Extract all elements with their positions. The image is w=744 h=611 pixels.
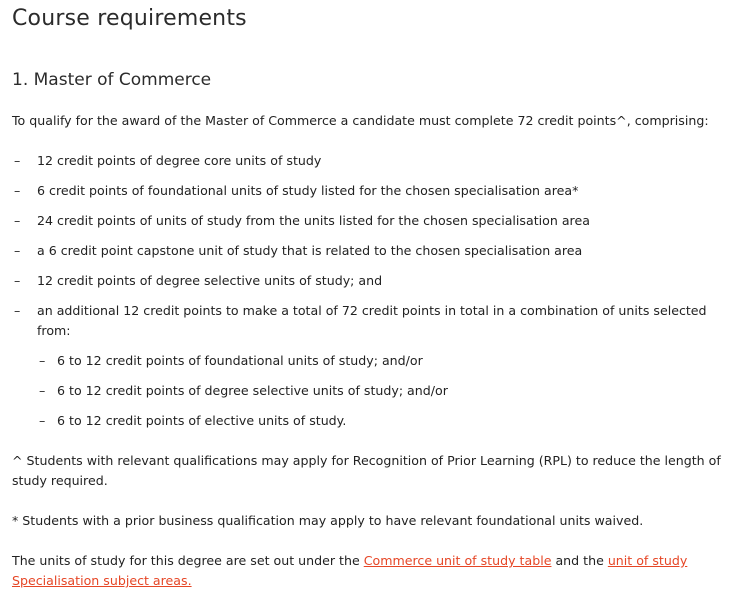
sub-list-item-text: 6 to 12 credit points of elective units of study. [57,413,347,428]
sub-requirements-list [37,351,724,431]
units-of-study-paragraph [12,551,724,591]
requirements-list [12,151,724,441]
business-qualification-note: * Students with a prior business qualification may apply to have relevant foundational units waived. [12,513,644,528]
sub-list-item [37,381,724,401]
list-item [12,211,724,231]
dash-bullet: – [14,183,21,198]
commerce-unit-table-link[interactable]: Commerce unit of study table [363,553,552,568]
list-item-text: 6 credit points of foundational units of study listed for the chosen specialisation area* [37,183,579,198]
page-title: Course requirements [12,6,247,31]
section-title: 1. Master of Commerce [12,70,212,90]
list-item-text: 12 credit points of degree core units of study [37,153,322,168]
intro-paragraph: To qualify for the award of the Master of Commerce a candidate must complete 72 credit points^, comprising: [12,113,709,128]
list-item-text: 12 credit points of degree selective units of study; and [37,273,383,288]
specialisation-areas-link[interactable]: unit of study Specialisation subject areas. [12,553,688,588]
tail-text-middle: and the [551,553,608,568]
sub-list-item [37,411,724,431]
list-item [12,301,724,431]
sub-list-item-text: 6 to 12 credit points of degree selective units of study; and/or [57,383,448,398]
list-item [12,271,724,291]
dash-bullet: – [39,383,46,398]
list-item [12,241,724,261]
dash-bullet: – [39,353,46,368]
dash-bullet: – [39,413,46,428]
dash-bullet: – [14,303,21,318]
tail-text-before: The units of study for this degree are set out under the [12,553,364,568]
rpl-note: ^ Students with relevant qualifications may apply for Recognition of Prior Learning (RPL) to reduce the length of study required. [12,453,721,488]
list-item [12,151,724,171]
sub-list-item-text: 6 to 12 credit points of foundational units of study; and/or [57,353,423,368]
dash-bullet: – [14,243,21,258]
list-item-text: an additional 12 credit points to make a total of 72 credit points in total in a combination of units selected from: [37,303,707,338]
dash-bullet: – [14,273,21,288]
list-item-text: a 6 credit point capstone unit of study that is related to the chosen specialisation area [37,243,583,258]
sub-list-item [37,351,724,371]
dash-bullet: – [14,213,21,228]
list-item-text: 24 credit points of units of study from the units listed for the chosen specialisation area [37,213,590,228]
dash-bullet: – [14,153,21,168]
list-item [12,181,724,201]
